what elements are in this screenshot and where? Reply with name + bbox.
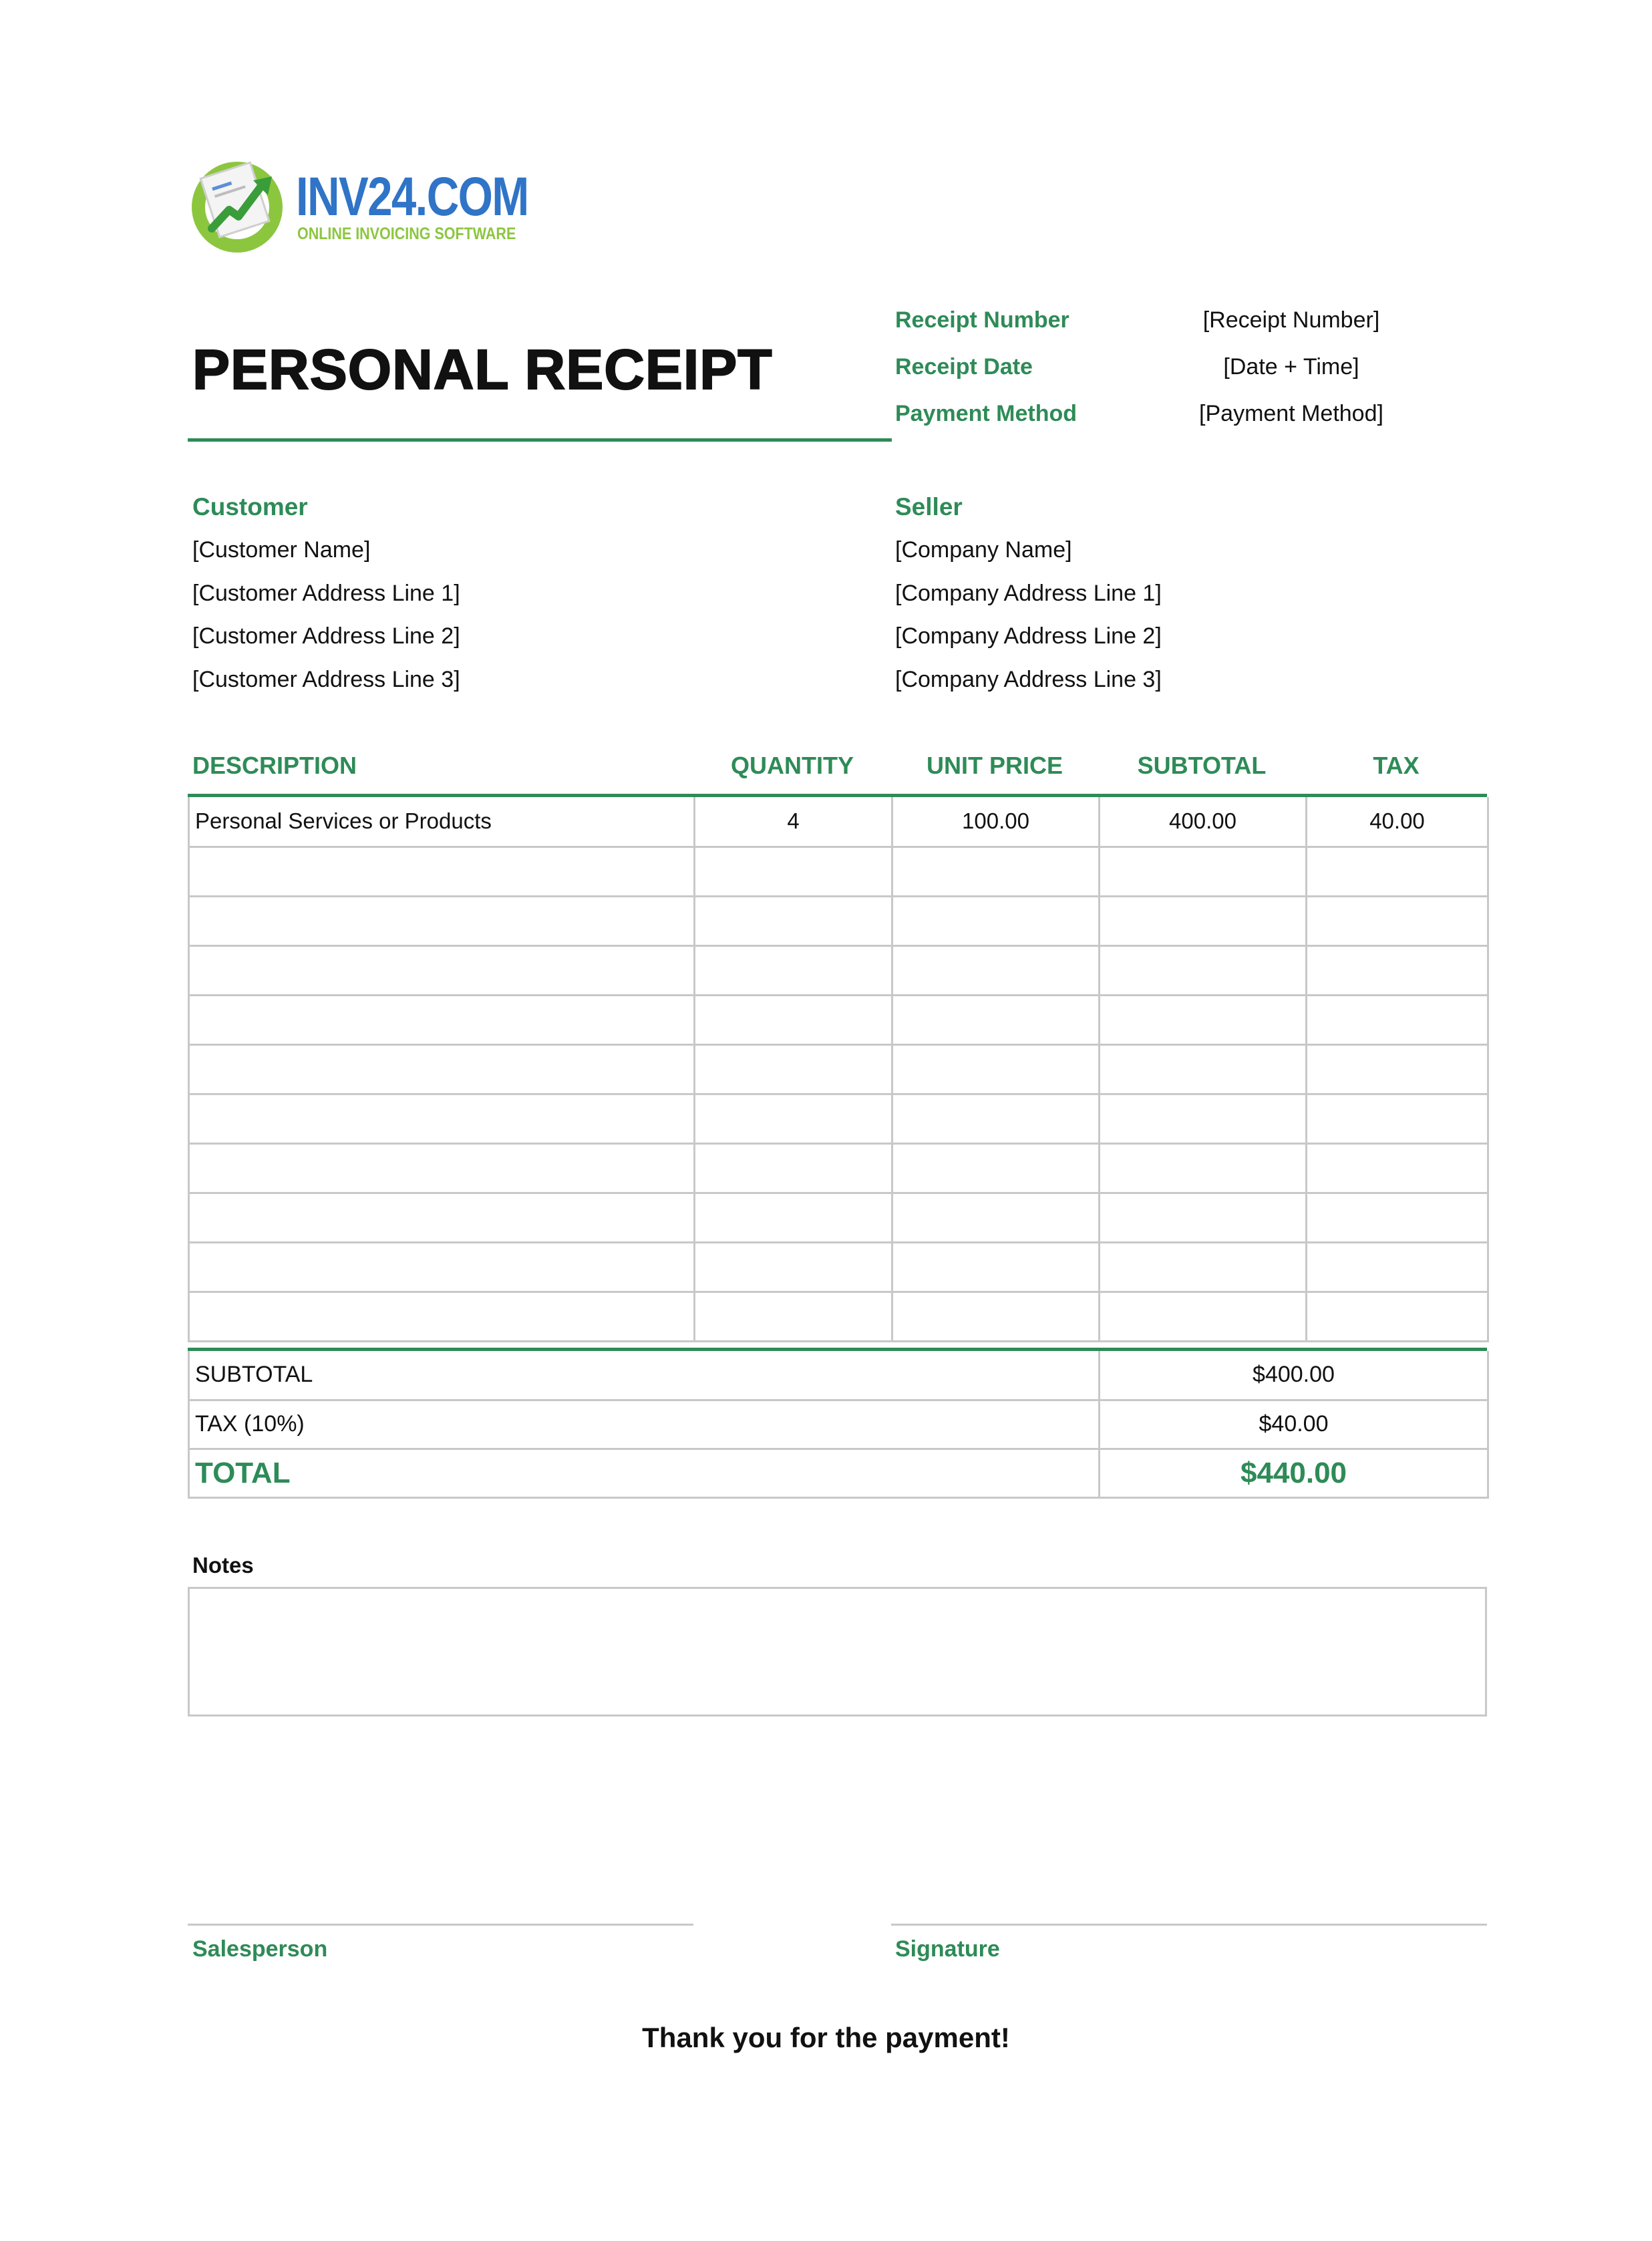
customer-address-line-2[interactable]: [Customer Address Line 2]	[192, 623, 460, 649]
empty-cell[interactable]	[1100, 1044, 1307, 1094]
empty-cell[interactable]	[1100, 995, 1307, 1044]
table-row	[189, 1193, 1488, 1242]
empty-cell[interactable]	[189, 1242, 695, 1292]
empty-cell[interactable]	[1100, 896, 1307, 945]
empty-cell[interactable]	[695, 1242, 892, 1292]
logo-tagline: ONLINE INVOICING SOFTWARE	[297, 225, 516, 243]
empty-cell[interactable]	[892, 1292, 1100, 1341]
empty-cell[interactable]	[695, 896, 892, 945]
tax-row	[189, 1400, 1488, 1449]
total-value: $440.00	[1100, 1449, 1488, 1497]
empty-cell[interactable]	[1307, 1193, 1488, 1242]
tax-label: TAX (10%)	[189, 1400, 1100, 1449]
empty-cell[interactable]	[892, 896, 1100, 945]
empty-cell[interactable]	[1307, 995, 1488, 1044]
subtotal-label: SUBTOTAL	[189, 1351, 1100, 1400]
empty-cell[interactable]	[1100, 1094, 1307, 1143]
empty-cell[interactable]	[1307, 1292, 1488, 1341]
thank-you-message: Thank you for the payment!	[642, 2022, 1010, 2053]
item-tax-cell[interactable]: 40.00	[1307, 797, 1488, 847]
receipt-date-value[interactable]: [Date + Time]	[1223, 354, 1359, 380]
empty-cell[interactable]	[892, 1143, 1100, 1193]
empty-cell[interactable]	[892, 995, 1100, 1044]
notes-label: Notes	[192, 1553, 254, 1578]
total-row	[189, 1449, 1488, 1497]
item-description-cell[interactable]: Personal Services or Products	[189, 797, 695, 847]
empty-cell[interactable]	[695, 1044, 892, 1094]
empty-cell[interactable]	[1100, 945, 1307, 995]
empty-cell[interactable]	[1100, 1242, 1307, 1292]
empty-cell[interactable]	[892, 847, 1100, 896]
empty-cell[interactable]	[1100, 1193, 1307, 1242]
empty-cell[interactable]	[1100, 1292, 1307, 1341]
receipt-number-value[interactable]: [Receipt Number]	[1202, 307, 1380, 333]
receipt-date-label: Receipt Date	[895, 354, 1033, 380]
total-label: TOTAL	[189, 1449, 1100, 1497]
empty-cell[interactable]	[695, 1292, 892, 1341]
empty-cell[interactable]	[695, 847, 892, 896]
table-row	[189, 896, 1488, 945]
payment-method-value[interactable]: [Payment Method]	[1199, 401, 1383, 426]
tax-value: $40.00	[1100, 1400, 1488, 1449]
empty-cell[interactable]	[1307, 896, 1488, 945]
column-header-subtotal: SUBTOTAL	[1137, 752, 1267, 779]
subtotal-value: $400.00	[1100, 1351, 1488, 1400]
empty-cell[interactable]	[189, 1292, 695, 1341]
salesperson-signature-line[interactable]	[188, 1924, 693, 1926]
seller-company-name[interactable]: [Company Name]	[895, 537, 1072, 563]
items-table	[188, 797, 1489, 1342]
receipt-number-label: Receipt Number	[895, 307, 1069, 333]
empty-cell[interactable]	[1100, 847, 1307, 896]
table-row	[189, 1292, 1488, 1341]
empty-cell[interactable]	[892, 1193, 1100, 1242]
empty-cell[interactable]	[1307, 1094, 1488, 1143]
notes-field[interactable]	[188, 1587, 1487, 1716]
empty-cell[interactable]	[892, 1242, 1100, 1292]
seller-address-line-2[interactable]: [Company Address Line 2]	[895, 623, 1162, 649]
salesperson-label: Salesperson	[192, 1936, 328, 1962]
empty-cell[interactable]	[695, 1193, 892, 1242]
empty-cell[interactable]	[1307, 1143, 1488, 1193]
seller-address-line-3[interactable]: [Company Address Line 3]	[895, 667, 1162, 692]
customer-address-line-1[interactable]: [Customer Address Line 1]	[192, 581, 460, 606]
empty-cell[interactable]	[189, 1044, 695, 1094]
empty-cell[interactable]	[1307, 847, 1488, 896]
item-unit-price-cell[interactable]: 100.00	[892, 797, 1100, 847]
subtotal-row	[189, 1351, 1488, 1400]
customer-name[interactable]: [Customer Name]	[192, 537, 371, 563]
title-divider	[188, 438, 892, 442]
logo-emblem-icon	[189, 154, 289, 254]
empty-cell[interactable]	[189, 945, 695, 995]
customer-heading: Customer	[192, 493, 308, 520]
column-header-quantity: QUANTITY	[731, 752, 854, 779]
empty-cell[interactable]	[189, 1143, 695, 1193]
empty-cell[interactable]	[695, 945, 892, 995]
empty-cell[interactable]	[189, 1193, 695, 1242]
empty-cell[interactable]	[1307, 1044, 1488, 1094]
table-row	[189, 1094, 1488, 1143]
empty-cell[interactable]	[892, 1044, 1100, 1094]
totals-table	[188, 1351, 1489, 1499]
items-table-header	[188, 752, 1487, 792]
signature-line[interactable]	[891, 1924, 1487, 1926]
logo-brand-text: INV24.COM	[296, 166, 528, 227]
empty-cell[interactable]	[892, 945, 1100, 995]
empty-cell[interactable]	[189, 896, 695, 945]
table-row	[189, 945, 1488, 995]
table-row	[189, 847, 1488, 896]
column-header-description: DESCRIPTION	[192, 752, 357, 779]
empty-cell[interactable]	[189, 847, 695, 896]
payment-method-label: Payment Method	[895, 401, 1078, 426]
empty-cell[interactable]	[695, 1094, 892, 1143]
empty-cell[interactable]	[1307, 1242, 1488, 1292]
column-header-unit-price: UNIT PRICE	[926, 752, 1063, 779]
table-row	[189, 797, 1488, 847]
empty-cell[interactable]	[1307, 945, 1488, 995]
table-row	[189, 995, 1488, 1044]
company-logo	[189, 154, 528, 254]
empty-cell[interactable]	[695, 995, 892, 1044]
item-subtotal-cell[interactable]: 400.00	[1100, 797, 1307, 847]
seller-address-line-1[interactable]: [Company Address Line 1]	[895, 581, 1162, 606]
empty-cell[interactable]	[189, 1094, 695, 1143]
empty-cell[interactable]	[695, 1143, 892, 1193]
empty-cell[interactable]	[189, 995, 695, 1044]
table-row	[189, 1242, 1488, 1292]
table-row	[189, 1044, 1488, 1094]
customer-address-line-3[interactable]: [Customer Address Line 3]	[192, 667, 460, 692]
page-title: PERSONAL RECEIPT	[192, 338, 773, 401]
table-row	[189, 1143, 1488, 1193]
column-header-tax: TAX	[1373, 752, 1420, 779]
signature-label: Signature	[895, 1936, 1000, 1962]
empty-cell[interactable]	[1100, 1143, 1307, 1193]
seller-heading: Seller	[895, 493, 963, 520]
empty-cell[interactable]	[892, 1094, 1100, 1143]
item-quantity-cell[interactable]: 4	[695, 797, 892, 847]
